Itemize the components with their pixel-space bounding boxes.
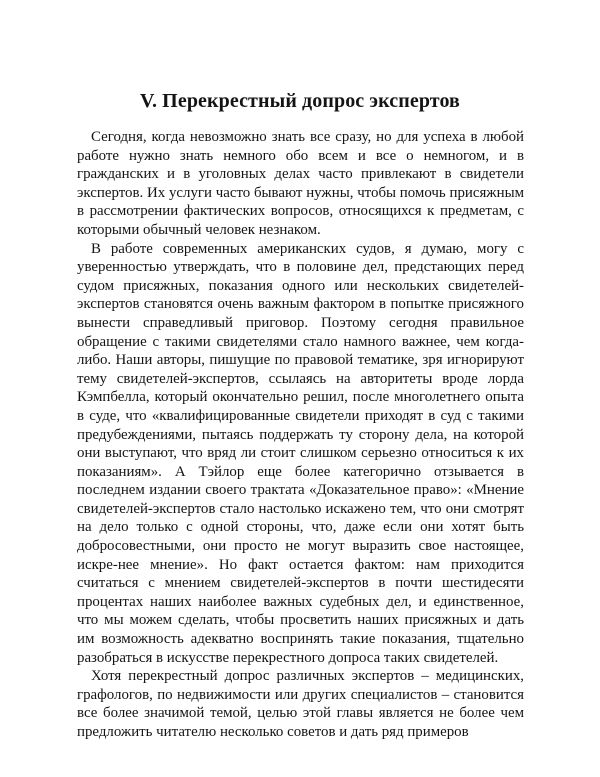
paragraph-1: Сегодня, когда невозможно знать все сразу, но для успеха в любой работе нужно знать немного обо всем и все о немногом, и в гражданских и в уголовных делах часто привлекают в свидетели экспертов. Их услуги часто бывают нужны, чтобы помочь присяжным в рассмотрении фактических вопросов, относящихся к предметам, с которыми обычный человек незнаком. [77,129,524,238]
paragraph-3: Хотя перекрестный допрос различных экспертов – медицинских, графологов, по недвижимости или других специалистов – становится все более значимой темой, целью этой главы является не более чем предложить читателю несколько советов и дать ряд примеров [77,668,524,740]
chapter-body [77,128,524,742]
chapter-title: V. Перекрестный допрос экспертов [140,90,460,112]
paragraph-2: В работе современных американских судов, я думаю, могу с уверенностью утверждать, что в половине дел, предстающих перед судом присяжных, показания одного или нескольких свидетелей-экспертов становятся очень важным фактором в попытке присяжного вынести справедливый приговор. Поэтому сегодня правильное обращение с такими свидетелями стало намного важнее, чем когда-либо. Наши авторы, пишущие по правовой тематике, зря игнорируют тему свидетелей-экспертов, ссылаясь на авторитеты вроде лорда Кэмпбелла, который окончательно решил, после многолетнего опыта в суде, что «квалифицированные свидетели приходят в суд с такими предубеждениями, пытаясь поддержать ту сторону дела, на которой они выступают, что вряд ли стоит слишком серьезно относиться к их показаниям». А Тэйлор еще более категорично отзывается в последнем издании своего трактата «Доказательное право»: «Мнение свидетелей-экспертов стало настолько искажено тем, что они смотрят на дело только с одной стороны, что, даже если они хотят быть добросовестными, они просто не могут выразить свое настоящее, искре-нее мнение». Но факт остается фактом: нам приходится считаться с мнением свидетелей-экспертов в почти шестидесяти процентах наших наиболее важных судебных дел, и единственное, что мы можем сделать, чтобы просветить наших присяжных и дать им возможность адекватно воспринять такие показания, тщательно разобраться в искусстве перекрестного допроса таких свидетелей. [77,240,524,666]
